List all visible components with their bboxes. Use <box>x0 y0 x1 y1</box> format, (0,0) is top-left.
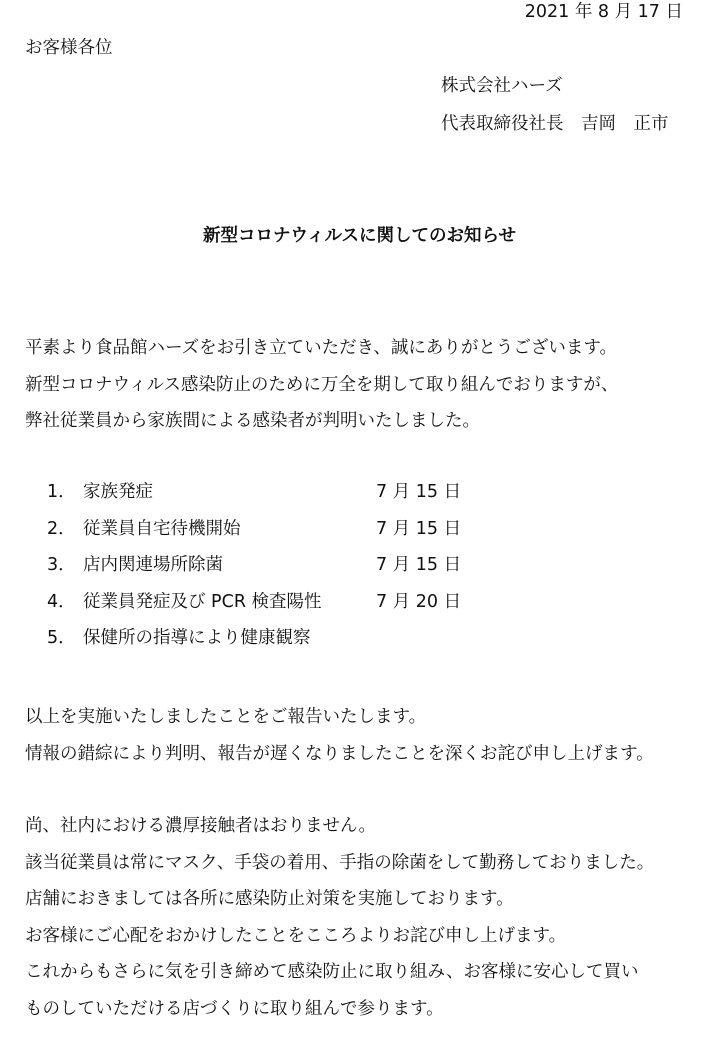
timeline-number: 3． <box>47 557 76 575</box>
timeline-description: 保健所の指導により健康観察 <box>83 630 311 648</box>
timeline-description: 従業員自宅待機開始 <box>83 521 241 539</box>
timeline-description: 店内関連場所除菌 <box>83 557 223 575</box>
timeline-number: 1． <box>47 484 76 502</box>
intro-line: 平素より食品館ハーズをお引き立ていただき、誠にありがとうございます。 <box>25 340 618 377</box>
intro-paragraph <box>25 340 618 450</box>
timeline-number: 2． <box>47 521 76 539</box>
timeline-description: 従業員発症及び PCR 検査陽性 <box>83 594 322 612</box>
closing-line: 店舗におきましては各所に感染防止対策を実施しております。 <box>25 891 654 928</box>
report-paragraph <box>25 709 654 782</box>
intro-line: 新型コロナウィルス感染防止のために万全を期して取り組んでおりますが、 <box>25 377 618 414</box>
timeline-date: 7 月 15 日 <box>376 484 461 502</box>
recipient: お客様各位 <box>25 40 113 58</box>
notice-title: 新型コロナウィルスに関してのお知らせ <box>0 228 719 246</box>
timeline-number: 5． <box>47 630 76 648</box>
closing-line: これからもさらに気を引き締めて感染防止に取り組み、お客様に安心して買い <box>25 964 654 1001</box>
timeline-description: 家族発症 <box>83 484 153 502</box>
representative: 代表取締役社長 吉岡 正市 <box>441 116 669 134</box>
timeline-date: 7 月 20 日 <box>376 594 461 612</box>
closing-line: ものしていただける店づくりに取り組んで参ります。 <box>25 1001 654 1037</box>
intro-line: 弊社従業員から家族間による感染者が判明いたしました。 <box>25 413 618 450</box>
closing-paragraph <box>25 818 654 1037</box>
closing-line: 該当従業員は常にマスク、手袋の着用、手指の除菌をして勤務しておりました。 <box>25 855 654 892</box>
company-name: 株式会社ハーズ <box>441 78 563 96</box>
timeline-number: 4． <box>47 594 76 612</box>
timeline-date: 7 月 15 日 <box>376 557 461 575</box>
report-line: 以上を実施いたしましたことをご報告いたします。 <box>25 709 654 746</box>
report-line: 情報の錯綜により判明、報告が遅くなりましたことを深くお詫び申し上げます。 <box>25 746 654 783</box>
document-date: 2021 年 8 月 17 日 <box>525 4 683 22</box>
closing-line: お客様にご心配をおかけしたことをこころよりお詫び申し上げます。 <box>25 928 654 965</box>
timeline-date: 7 月 15 日 <box>376 521 461 539</box>
closing-line: 尚、社内における濃厚接触者はおりません。 <box>25 818 654 855</box>
